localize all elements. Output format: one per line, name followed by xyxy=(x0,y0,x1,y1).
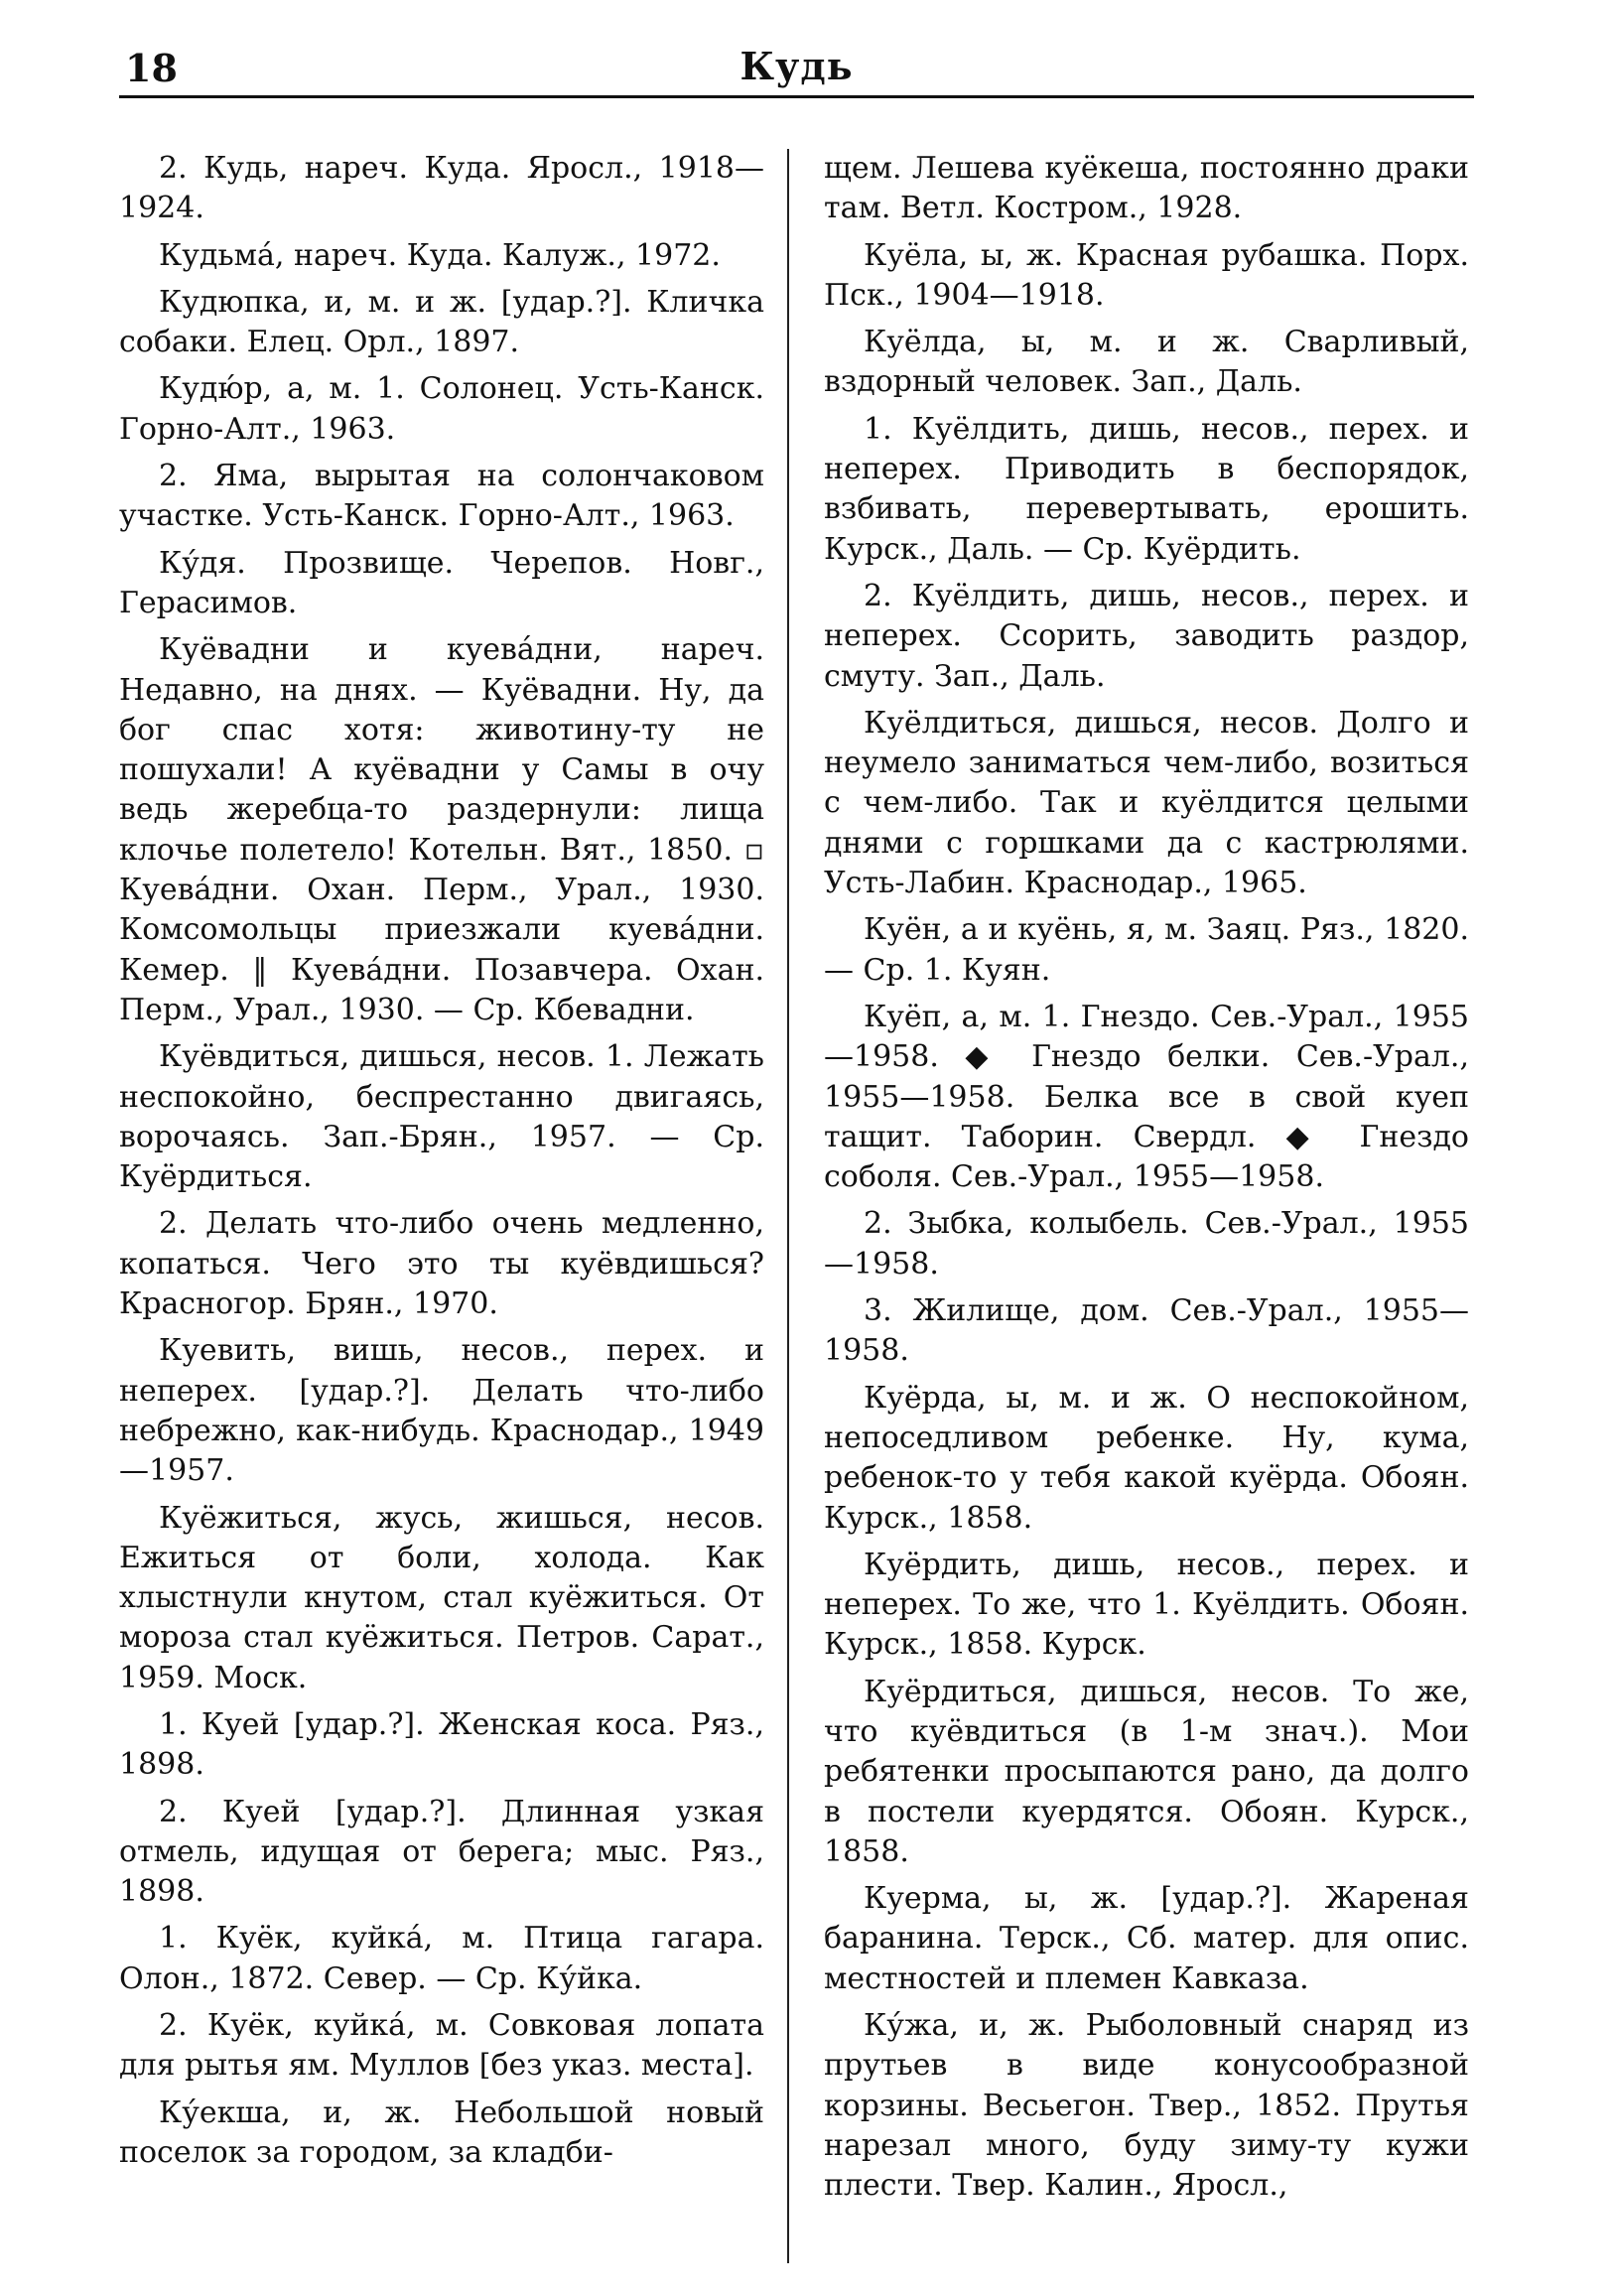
dictionary-entry: Ку́жа, и, ж. Рыболовный снаряд из прутьев в виде конусообразной корзины. Весьегон. Твер., 1852. Прутья нарезал много, буду зиму-ту кужи плести. Твер. Калин., Яросл., xyxy=(824,2008,1469,2204)
right-column xyxy=(824,149,1469,2268)
dictionary-entry: 1. Куей [удар.?]. Женская коса. Ряз., 1898. xyxy=(119,1706,764,1783)
dictionary-entry: Куерма, ы, ж. [удар.?]. Жареная баранина. Терск., Сб. матер. для опис. местностей и племен Кавказа. xyxy=(824,1881,1469,1996)
dictionary-entry: 2. Куёлдить, дишь, несов., перех. и неперех. Ссорить, заводить раздор, смуту. Зап., Даль. xyxy=(824,578,1469,694)
dictionary-entry: Ку́екша, и, ж. Небольшой новый поселок за городом, за кладби- xyxy=(119,2094,764,2170)
dictionary-entry: 2. Делать что-либо очень медленно, копаться. Чего это ты куёвдишься? Красногор. Брян., 1970. xyxy=(119,1206,764,1322)
dictionary-entry: 2. Яма, вырытая на солончаковом участке. Усть-Канск. Горно-Алт., 1963. xyxy=(119,459,764,534)
dictionary-entry: Куёвадни и куева́дни, нареч. Недавно, на днях. — Куёвадни. Ну, да бог спас хотя: животину-ту не пошухали! А куёвадни у Самы в очу ведь жеребца-то раздернули: лища клочье полетело! Котельн. Вят., 1850. ▫ Куева́дни. Охан. Перм., Урал., 1930. Комсомольцы приезжали куева́дни. Кемер. ‖ Куева́дни. Позавчера. Охан. Перм., Урал., 1930. — Ср. Кбевадни. xyxy=(119,632,764,1027)
dictionary-entry: 1. Куёлдить, дишь, несов., перех. и неперех. Приводить в беспорядок, взбивать, перевертывать, ерошить. Курск., Даль. — Ср. Куёрдить. xyxy=(824,411,1469,567)
dictionary-entry: Куёрдиться, дишься, несов. То же, что куёвдиться (в 1-м знач.). Мои ребятенки просыпаются рано, да долго в постели куердятся. Обоян. Курск., 1858. xyxy=(824,1674,1469,1869)
page-number: 18 xyxy=(125,46,178,90)
dictionary-entry: 1. Куёк, куйка́, м. Птица гагара. Олон., 1872. Север. — Ср. Ку́йка. xyxy=(119,1921,764,1996)
dictionary-entry: Куёлда, ы, м. и ж. Сварливый, вздорный человек. Зап., Даль. xyxy=(824,325,1469,400)
dictionary-entry: Куевить, вишь, несов., перех. и неперех. [удар.?]. Делать что-либо небрежно, как-нибудь. Краснодар., 1949—1957. xyxy=(119,1333,764,1489)
dictionary-entry: Куёлдиться, дишься, несов. Долго и неумело заниматься чем-либо, возиться с чем-либо. Так и куёлдится целыми днями с горшками да с кастрюлями. Усть-Лабин. Краснодар., 1965. xyxy=(824,705,1469,901)
left-column xyxy=(119,149,764,2268)
dictionary-entry: 2. Куей [удар.?]. Длинная узкая отмель, идущая от берега; мыс. Ряз., 1898. xyxy=(119,1794,764,1910)
dictionary-entry: 2. Зыбка, колыбель. Сев.-Урал., 1955—1958. xyxy=(824,1206,1469,1282)
dictionary-entry: Куёрдить, дишь, несов., перех. и неперех. То же, что 1. Куёлдить. Обоян. Курск., 1858. Курск. xyxy=(824,1547,1469,1663)
column-divider xyxy=(787,149,789,2263)
dictionary-entry-continuation: щем. Лешева куёкеша, постоянно драки там. Ветл. Костром., 1928. xyxy=(824,151,1469,226)
dictionary-entry: Куёла, ы, ж. Красная рубашка. Порх. Пск., 1904—1918. xyxy=(824,237,1469,313)
dictionary-entry: Кудюпка, и, м. и ж. [удар.?]. Кличка собаки. Елец. Орл., 1897. xyxy=(119,284,764,360)
dictionary-entry: Кудю́р, а, м. 1. Солонец. Усть-Канск. Горно-Алт., 1963. xyxy=(119,371,764,447)
page-header xyxy=(119,40,1474,93)
dictionary-entry: Куёжиться, жусь, жишься, несов. Ежиться от боли, холода. Как хлыстнули кнутом, стал куёжиться. От мороза стал куёжиться. Петров. Сарат., 1959. Моск. xyxy=(119,1500,764,1695)
dictionary-entry: Куёвдиться, дишься, несов. 1. Лежать неспокойно, беспрестанно двигаясь, ворочаясь. Зап.-Брян., 1957. — Ср. Куёрдиться. xyxy=(119,1039,764,1195)
dictionary-entry: Кудьма́, нареч. Куда. Калуж., 1972. xyxy=(159,237,721,273)
dictionary-entry: Куёп, а, м. 1. Гнездо. Сев.-Урал., 1955—1958. ◆ Гнездо белки. Сев.-Урал., 1955—1958. Белка все в свой куеп тащит. Таборин. Свердл. ◆ Гнездо соболя. Сев.-Урал., 1955—1958. xyxy=(824,999,1469,1195)
dictionary-entry: 2. Куёк, куйка́, м. Совковая лопата для рытья ям. Муллов [без указ. места]. xyxy=(119,2008,764,2084)
dictionary-entry: Куёрда, ы, м. и ж. О неспокойном, непоседливом ребенке. Ну, кума, ребенок-то у тебя какой куёрда. Обоян. Курск., 1858. xyxy=(824,1380,1469,1536)
dictionary-entry: Куён, а и куёнь, я, м. Заяц. Ряз., 1820. — Ср. 1. Куян. xyxy=(824,912,1469,988)
dictionary-entry: Ку́дя. Прозвище. Черепов. Новг., Герасимов. xyxy=(119,545,764,620)
dictionary-entry: 3. Жилище, дом. Сев.-Урал., 1955—1958. xyxy=(824,1293,1469,1369)
running-head: Кудь xyxy=(739,44,854,88)
header-rule xyxy=(119,95,1474,98)
dictionary-entry: 2. Кудь, нареч. Куда. Яросл., 1918—1924. xyxy=(119,151,764,226)
